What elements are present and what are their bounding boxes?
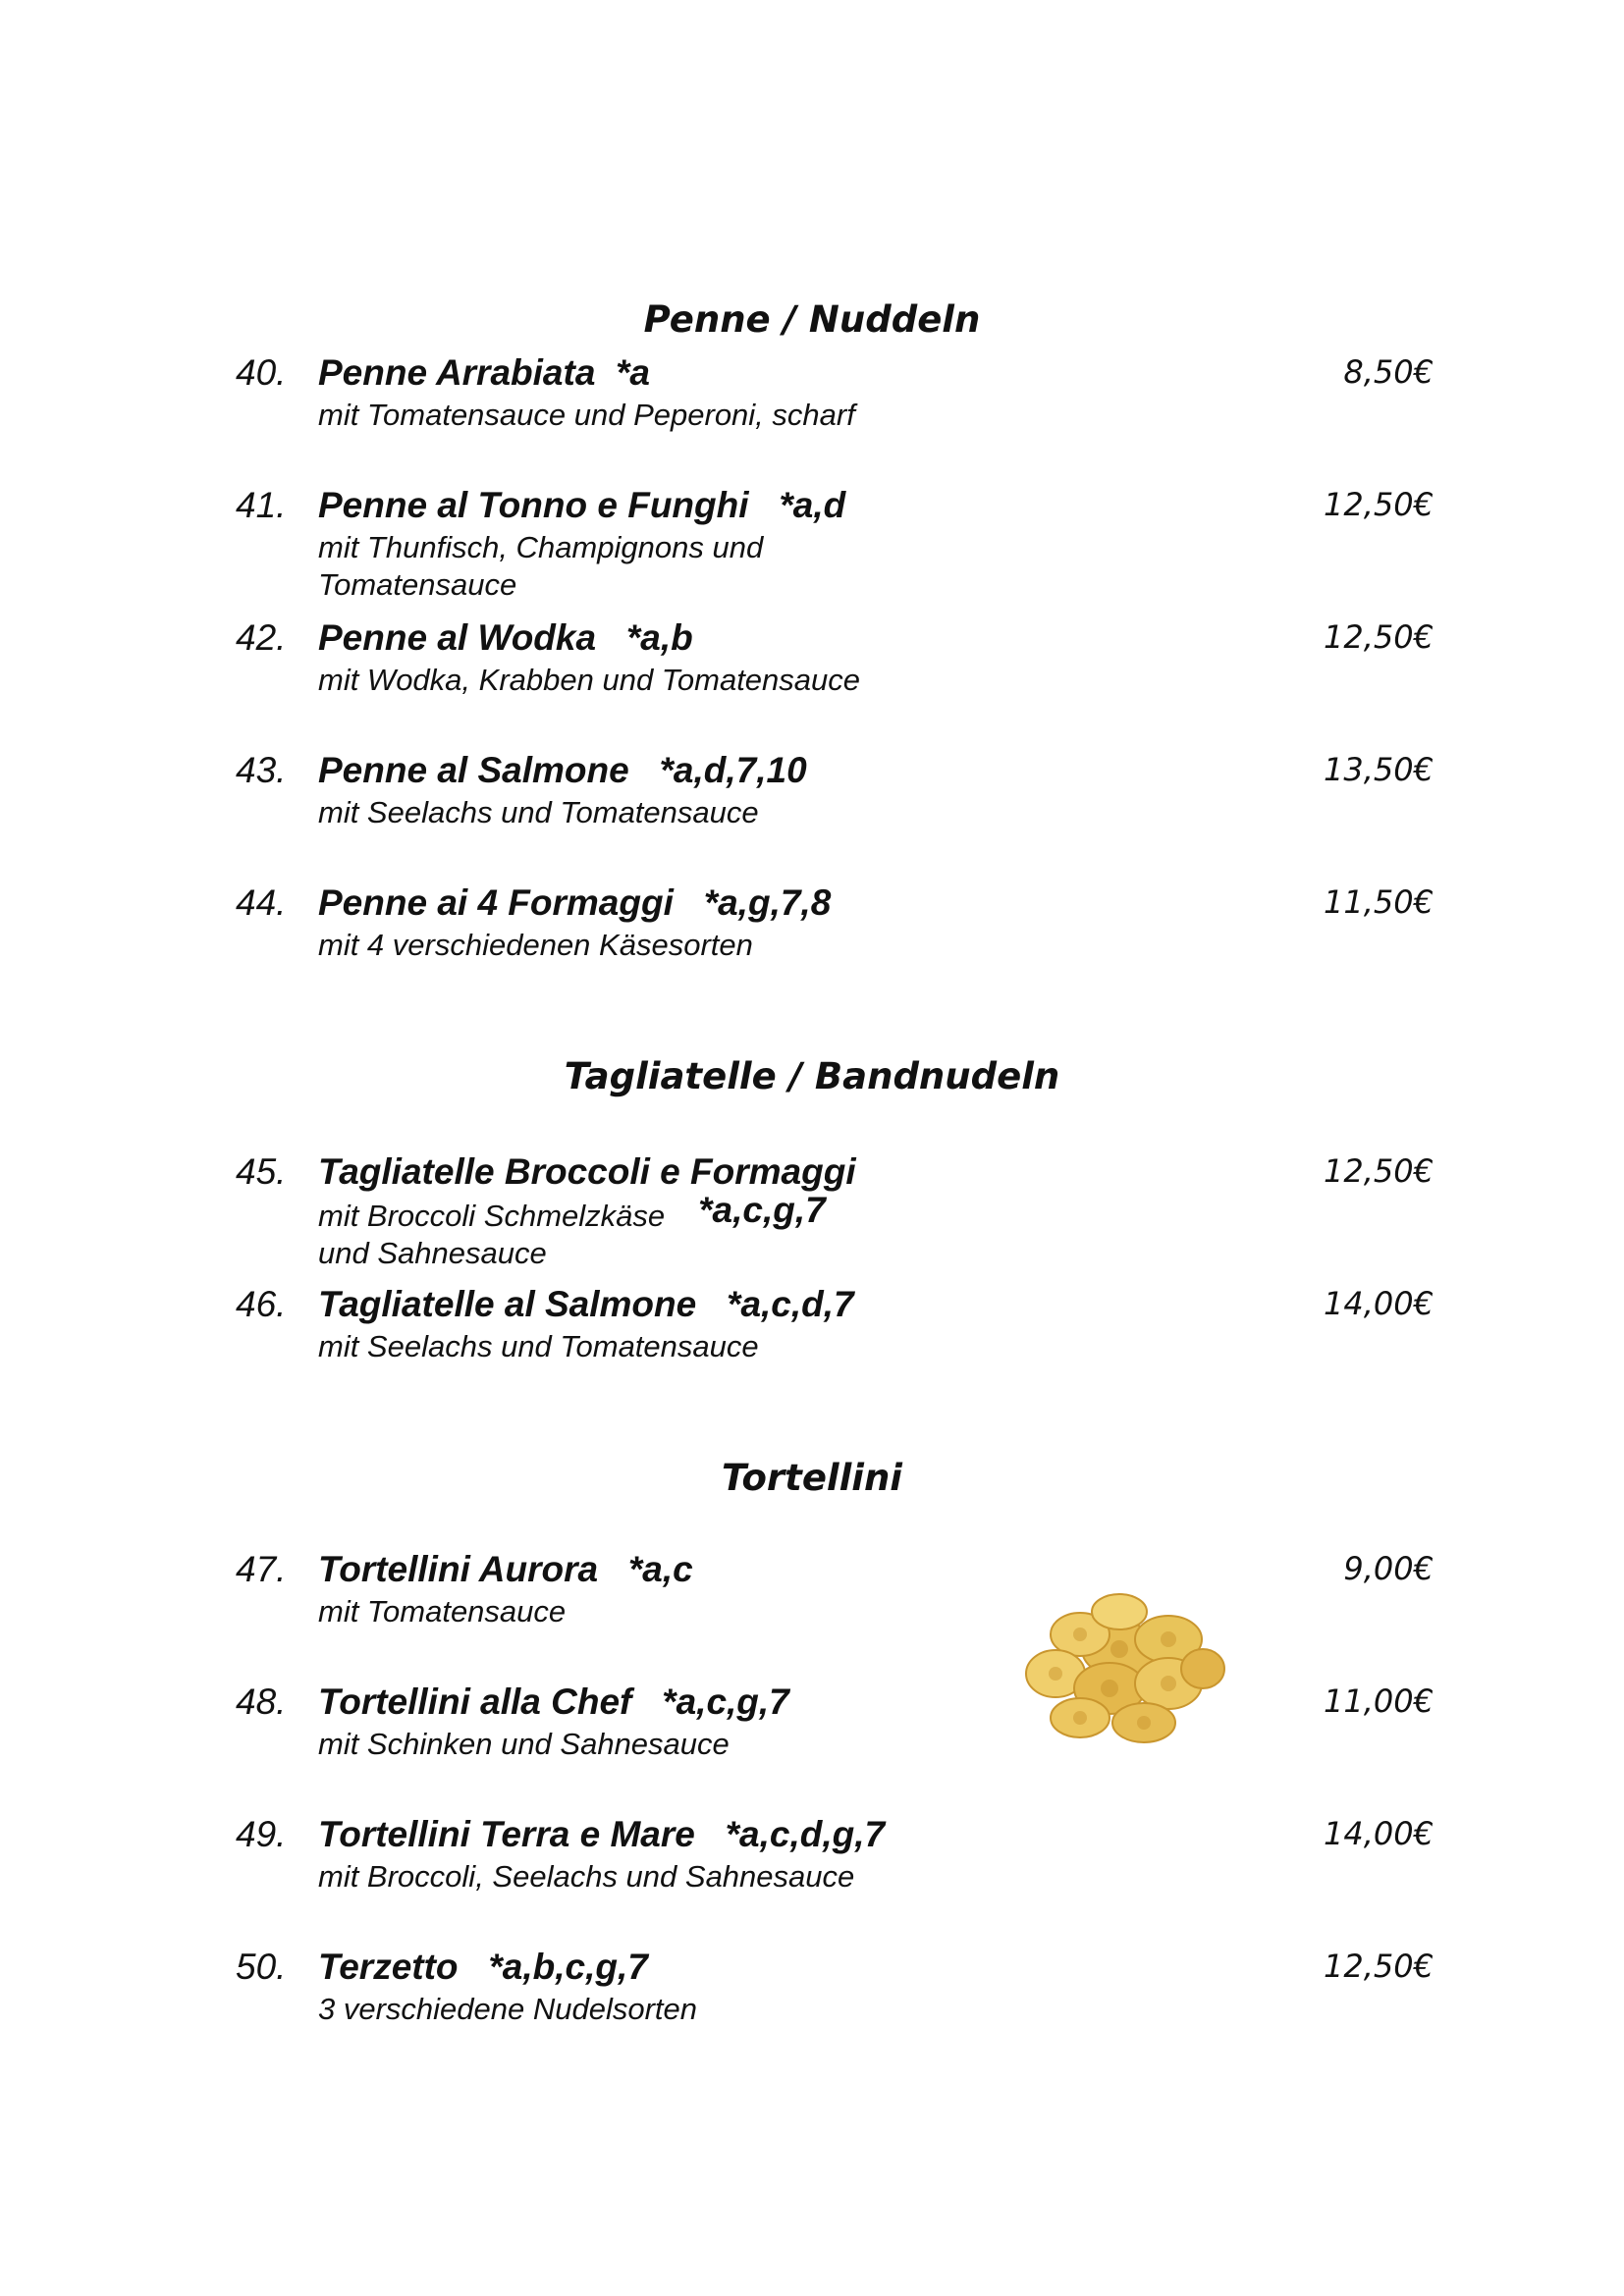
item-name: Tortellini alla Chef *a,c,g,7 <box>318 1682 789 1722</box>
item-name: Tortellini Aurora *a,c <box>318 1549 693 1589</box>
item-description: mit 4 verschiedenen Käsesorten <box>318 928 753 962</box>
item-price: 11,50€ <box>1324 883 1434 921</box>
item-description-line <box>318 1190 927 1235</box>
item-price: 12,50€ <box>1324 486 1434 523</box>
item-name: Terzetto *a,b,c,g,7 <box>318 1947 648 1987</box>
item-description: mit Seelachs und Tomatensauce <box>318 1329 759 1363</box>
item-price: 12,50€ <box>1324 1152 1434 1190</box>
item-name: Penne al Tonno e Funghi *a,d <box>318 485 846 525</box>
item-description-line: und Sahnesauce <box>318 1236 547 1270</box>
section-title-tagliatelle: Tagliatelle / Bandnudeln <box>564 1055 1060 1097</box>
item-description-line: Tomatensauce <box>318 567 517 602</box>
item-description: mit Seelachs und Tomatensauce <box>318 795 759 829</box>
tortellini-pile <box>1026 1594 1224 1742</box>
item-name: Penne al Salmone *a,d,7,10 <box>318 750 807 790</box>
allergen-tag: *a,c,g,7 <box>698 1190 826 1230</box>
item-number: 46. <box>236 1284 287 1324</box>
item-description: 3 verschiedene Nudelsorten <box>318 1992 698 2026</box>
item-description: mit Tomatensauce <box>318 1594 567 1629</box>
item-description <box>318 1190 927 1272</box>
item-description: mit Wodka, Krabben und Tomatensauce <box>318 663 861 697</box>
item-price: 11,00€ <box>1324 1682 1434 1720</box>
item-price: 12,50€ <box>1324 618 1434 656</box>
tortellini-photo <box>1021 1590 1227 1747</box>
item-description: mit Schinken und Sahnesauce <box>318 1727 730 1761</box>
item-number: 42. <box>236 617 287 658</box>
section-title-tortellini: Tortellini <box>722 1457 902 1499</box>
item-description: mit Tomatensauce und Peperoni, scharf <box>318 398 855 432</box>
item-description-line: mit Thunfisch, Champignons und <box>318 530 764 564</box>
item-price: 13,50€ <box>1324 751 1434 788</box>
item-number: 49. <box>236 1814 287 1854</box>
item-number: 41. <box>236 485 287 525</box>
item-name: Tagliatelle al Salmone *a,c,d,7 <box>318 1284 854 1324</box>
item-number: 48. <box>236 1682 287 1722</box>
item-name: Penne ai 4 Formaggi *a,g,7,8 <box>318 882 832 923</box>
item-number: 44. <box>236 882 287 923</box>
item-number: 47. <box>236 1549 287 1589</box>
item-price: 12,50€ <box>1324 1948 1434 1985</box>
section-title-penne: Penne / Nuddeln <box>643 298 981 341</box>
item-name: Tortellini Terra e Mare *a,c,d,g,7 <box>318 1814 886 1854</box>
item-description: mit Broccoli, Seelachs und Sahnesauce <box>318 1859 855 1894</box>
item-price: 14,00€ <box>1324 1285 1434 1322</box>
item-name: Tagliatelle Broccoli e Formaggi <box>318 1151 856 1192</box>
item-description <box>318 529 927 604</box>
item-name: Penne al Wodka *a,b <box>318 617 693 658</box>
item-description-text: mit Broccoli Schmelzkäse <box>318 1199 666 1233</box>
item-number: 43. <box>236 750 287 790</box>
item-name: Penne Arrabiata *a <box>318 352 650 393</box>
item-price: 9,00€ <box>1343 1550 1434 1587</box>
item-price: 14,00€ <box>1324 1815 1434 1852</box>
item-price: 8,50€ <box>1343 353 1434 391</box>
item-number: 40. <box>236 352 287 393</box>
item-number: 50. <box>236 1947 287 1987</box>
item-number: 45. <box>236 1151 287 1192</box>
